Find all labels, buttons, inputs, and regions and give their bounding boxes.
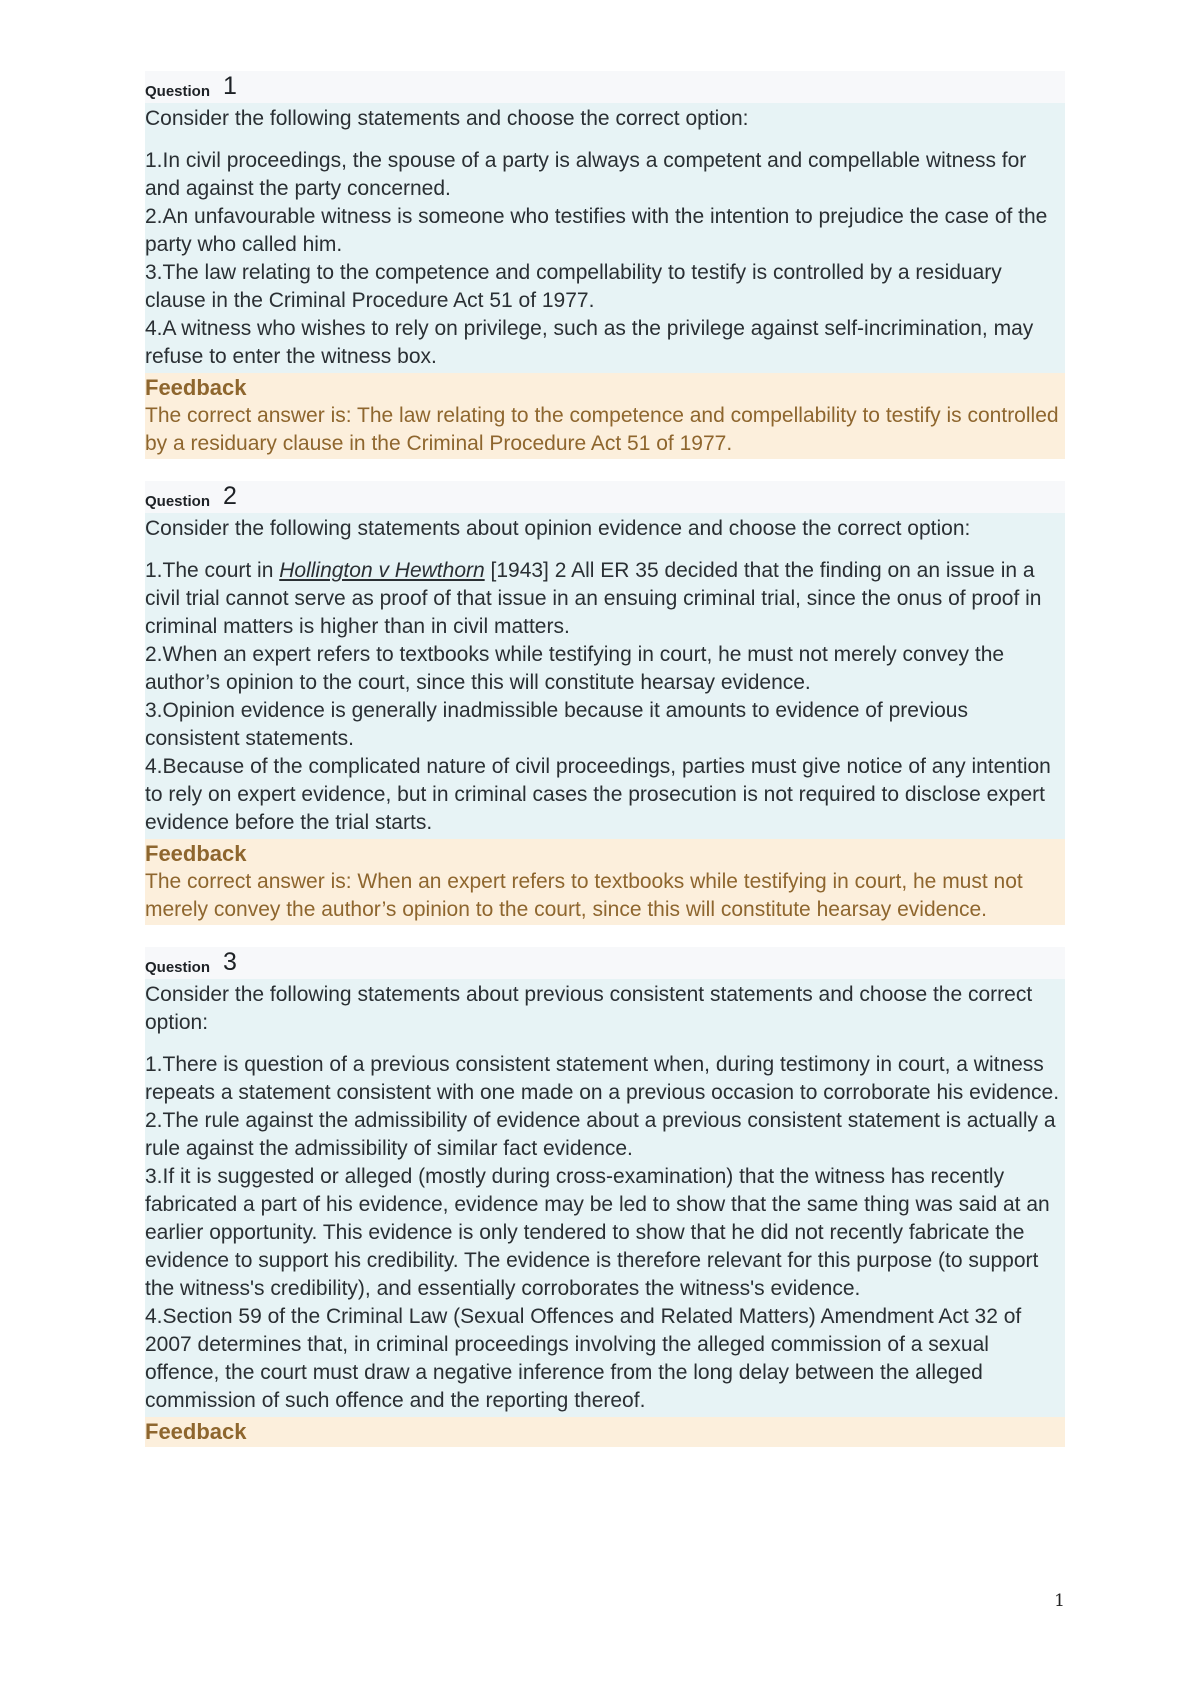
statement-1: 1.In civil proceedings, the spouse of a party is always a competent and compellable witness for and against the party concerned. bbox=[145, 149, 1027, 200]
statement-1 bbox=[145, 557, 1065, 641]
statement-1: 1.There is question of a previous consistent statement when, during testimony in court, a witness repeats a statement consistent with one made on a previous occasion to corroborate his evidence. bbox=[145, 1053, 1060, 1104]
question-header bbox=[145, 71, 1065, 103]
question-number: 1 bbox=[223, 72, 237, 100]
feedback-text: The correct answer is: When an expert refers to textbooks while testifying in court, he must not merely convey the author’s opinion to the court, since this will constitute hearsay evidence. bbox=[145, 870, 1023, 921]
feedback-text: The correct answer is: The law relating to the competence and compellability to testify is controlled by a residuary clause in the Criminal Procedure Act 51 of 1977. bbox=[145, 404, 1059, 455]
page-number: 1 bbox=[1054, 1591, 1065, 1611]
question-header bbox=[145, 481, 1065, 513]
feedback-title: Feedback bbox=[145, 375, 247, 400]
question-label: Question bbox=[145, 83, 211, 100]
question-1 bbox=[145, 71, 1065, 459]
statement-3: 3.Opinion evidence is generally inadmissible because it amounts to evidence of previous consistent statements. bbox=[145, 699, 968, 750]
case-citation-link[interactable]: Hollington v Hewthorn bbox=[279, 559, 485, 582]
statement-2: 2.When an expert refers to textbooks while testifying in court, he must not merely convey the author’s opinion to the court, since this will constitute hearsay evidence. bbox=[145, 643, 1005, 694]
question-text bbox=[145, 979, 1065, 1417]
feedback-box bbox=[145, 839, 1065, 925]
statement-4: 4.A witness who wishes to rely on privilege, such as the privilege against self-incrimination, may refuse to enter the witness box. bbox=[145, 317, 1034, 368]
question-text bbox=[145, 513, 1065, 839]
question-3 bbox=[145, 947, 1065, 1447]
statement-4: 4.Section 59 of the Criminal Law (Sexual Offences and Related Matters) Amendment Act 32 of 2007 determines that, in criminal proceedings involving the alleged commission of a sexual offence, the court must draw a negative inference from the long delay between the alleged commission of such offence and the reporting thereof. bbox=[145, 1305, 1022, 1412]
quiz-review bbox=[145, 71, 1065, 1469]
statement-3: 3.If it is suggested or alleged (mostly during cross-examination) that the witness has recently fabricated a part of his evidence, evidence may be led to show that the same thing was said at an earlier opportunity. This evidence is only tendered to show that he did not recently fabricate the evidence to support his credibility. The evidence is therefore relevant for this purpose (to support the witness's credibility), and essentially corroborates the witness's evidence. bbox=[145, 1165, 1050, 1300]
question-label: Question bbox=[145, 959, 211, 976]
question-prompt: Consider the following statements about previous consistent statements and choose the correct option: bbox=[145, 983, 1033, 1034]
feedback-title: Feedback bbox=[145, 1419, 247, 1444]
statement-1-suffix: [1943] 2 All ER 35 decided that the finding on an issue in a civil trial cannot serve as proof of that issue in an ensuing criminal trial, since the onus of proof in criminal matters is higher than in civil matters. bbox=[145, 559, 1042, 638]
statement-4: 4.Because of the complicated nature of civil proceedings, parties must give notice of any intention to rely on expert evidence, but in criminal cases the prosecution is not required to disclose expert evidence before the trial starts. bbox=[145, 755, 1051, 834]
statement-2: 2.An unfavourable witness is someone who testifies with the intention to prejudice the case of the party who called him. bbox=[145, 205, 1048, 256]
question-text bbox=[145, 103, 1065, 373]
statement-1-prefix: 1.The court in bbox=[145, 559, 280, 582]
statement-3: 3.The law relating to the competence and compellability to testify is controlled by a residuary clause in the Criminal Procedure Act 51 of 1977. bbox=[145, 261, 1002, 312]
question-prompt: Consider the following statements about opinion evidence and choose the correct option: bbox=[145, 517, 971, 540]
question-number: 2 bbox=[223, 482, 237, 510]
feedback-title: Feedback bbox=[145, 841, 247, 866]
question-2 bbox=[145, 481, 1065, 925]
question-number: 3 bbox=[223, 948, 237, 976]
question-prompt: Consider the following statements and choose the correct option: bbox=[145, 107, 749, 130]
feedback-box bbox=[145, 1417, 1065, 1447]
feedback-box bbox=[145, 373, 1065, 459]
question-label: Question bbox=[145, 493, 211, 510]
question-header bbox=[145, 947, 1065, 979]
statement-2: 2.The rule against the admissibility of evidence about a previous consistent statement is actually a rule against the admissibility of similar fact evidence. bbox=[145, 1109, 1056, 1160]
